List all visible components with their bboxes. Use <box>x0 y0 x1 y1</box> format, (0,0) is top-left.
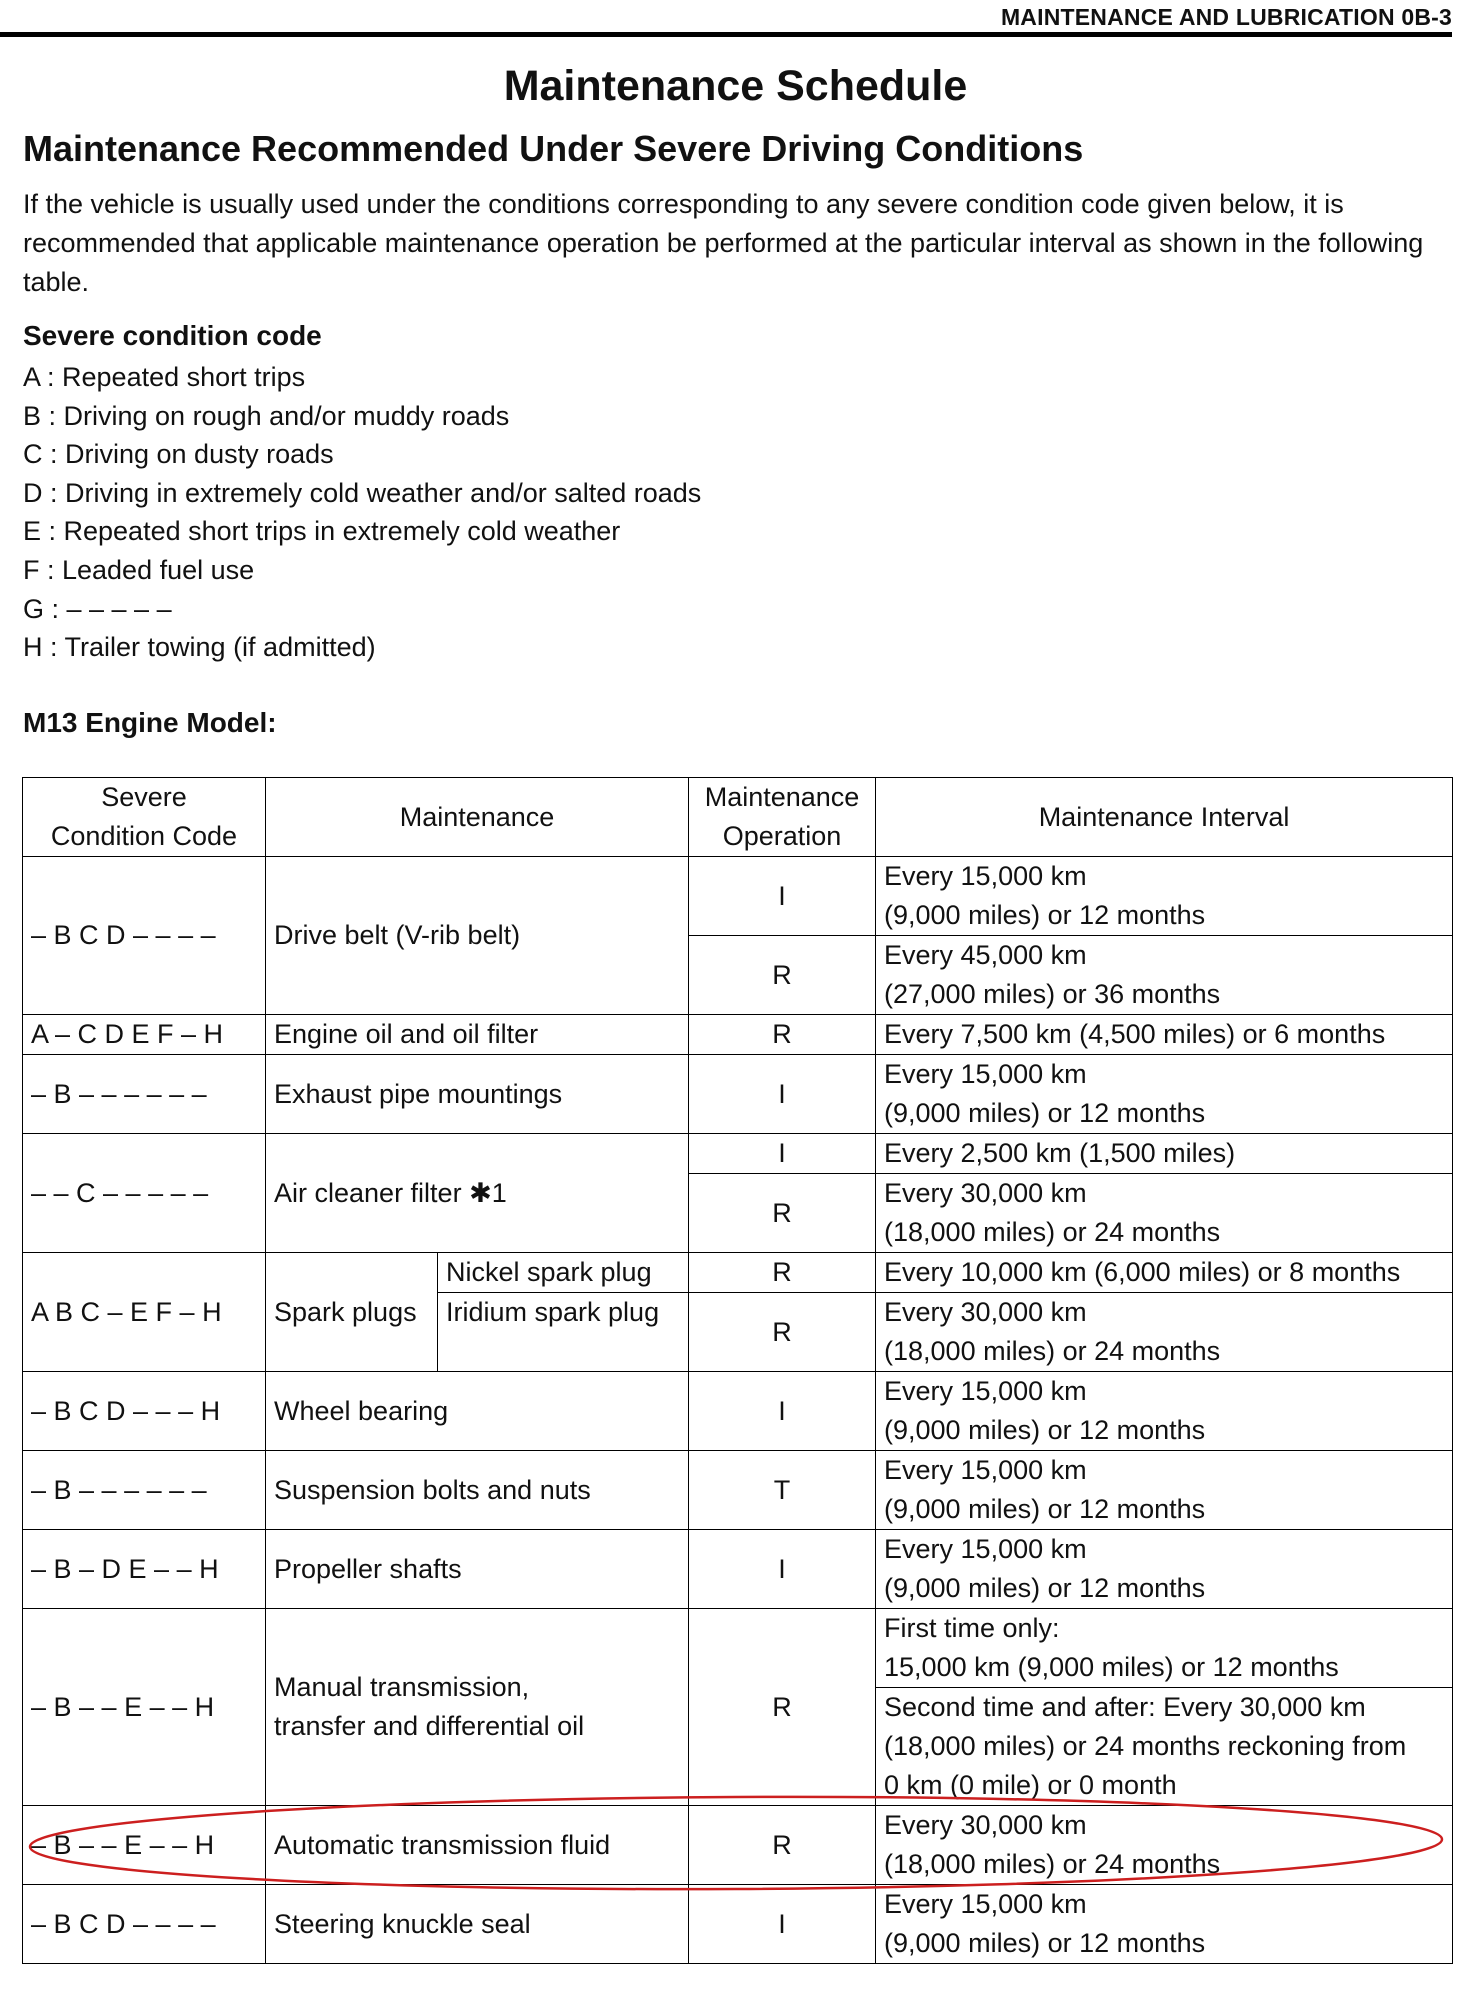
table-header-row <box>23 778 1453 857</box>
maintenance-cell: Suspension bolts and nuts <box>266 1451 689 1530</box>
interval-line: (18,000 miles) or 24 months <box>884 1849 1221 1879</box>
sub-maintenance-cell: Nickel spark plug <box>438 1253 689 1293</box>
interval-line: 0 km (0 mile) or 0 month <box>884 1770 1177 1800</box>
interval-cell <box>876 1174 1453 1253</box>
interval-line: (18,000 miles) or 24 months reckoning from <box>884 1731 1407 1761</box>
code-cell: – B – – E – – H <box>23 1806 266 1885</box>
header-op-line2: Operation <box>722 821 842 851</box>
operation-cell: I <box>689 1134 876 1174</box>
severe-code-f: F : Leaded fuel use <box>23 554 255 585</box>
maintenance-cell: Air cleaner filter ✱1 <box>266 1134 689 1253</box>
header-op-line1: Maintenance <box>704 782 860 812</box>
interval-line: Every 30,000 km <box>884 1297 1087 1327</box>
severe-code-b: B : Driving on rough and/or muddy roads <box>23 400 510 431</box>
interval-line: (9,000 miles) or 12 months <box>884 1494 1206 1524</box>
severe-code-e: E : Repeated short trips in extremely cold weather <box>23 516 621 547</box>
table-row <box>23 1609 1453 1688</box>
severe-code-a: A : Repeated short trips <box>23 362 306 392</box>
interval-line: Every 15,000 km <box>884 1889 1087 1919</box>
interval-line: Every 30,000 km <box>884 1810 1087 1840</box>
code-cell: – B C D – – – – <box>23 857 266 1015</box>
table-row <box>23 1451 1453 1530</box>
interval-cell <box>876 1530 1453 1609</box>
interval-cell <box>876 1293 1453 1372</box>
interval-line: Every 15,000 km <box>884 1534 1087 1564</box>
table-row-highlighted <box>23 1806 1453 1885</box>
interval-cell <box>876 1885 1453 1964</box>
maintenance-cell: Propeller shafts <box>266 1530 689 1609</box>
operation-cell: R <box>689 1806 876 1885</box>
operation-cell: T <box>689 1451 876 1530</box>
interval-line: (9,000 miles) or 12 months <box>884 900 1206 930</box>
interval-cell <box>876 1609 1453 1688</box>
interval-line: (9,000 miles) or 12 months <box>884 1573 1206 1603</box>
maintenance-cell: Engine oil and oil filter <box>266 1015 689 1055</box>
operation-cell: I <box>689 857 876 936</box>
table-row <box>23 1885 1453 1964</box>
interval-line: Every 45,000 km <box>884 940 1087 970</box>
operation-cell: R <box>689 1253 876 1293</box>
running-header: MAINTENANCE AND LUBRICATION 0B-3 <box>1000 4 1452 30</box>
interval-line: Every 15,000 km <box>884 1455 1087 1485</box>
operation-cell: I <box>689 1372 876 1451</box>
interval-line: Every 15,000 km <box>884 1059 1087 1089</box>
interval-cell: Every 7,500 km (4,500 miles) or 6 months <box>876 1015 1453 1055</box>
operation-cell: R <box>689 936 876 1015</box>
interval-cell <box>876 857 1453 936</box>
table-row <box>23 1253 1453 1293</box>
operation-cell: R <box>689 1293 876 1372</box>
interval-line: First time only: <box>884 1613 1060 1643</box>
code-cell: – B – D E – – H <box>23 1530 266 1609</box>
header-rule <box>0 32 1452 37</box>
severe-code-g: G : – – – – – <box>23 593 172 624</box>
maintenance-line: Manual transmission, <box>274 1672 530 1702</box>
interval-cell <box>876 1451 1453 1530</box>
table-row <box>23 857 1453 936</box>
maintenance-cell: Exhaust pipe mountings <box>266 1055 689 1134</box>
maintenance-table <box>22 777 1453 1964</box>
interval-line: Every 30,000 km <box>884 1178 1087 1208</box>
operation-cell: R <box>689 1609 876 1806</box>
severe-code-list <box>23 358 701 667</box>
severe-code-d: D : Driving in extremely cold weather and/or salted roads <box>23 477 702 508</box>
code-cell: – B – – – – – – <box>23 1451 266 1530</box>
code-cell: A B C – E F – H <box>23 1253 266 1372</box>
maintenance-cell: Wheel bearing <box>266 1372 689 1451</box>
interval-line: (9,000 miles) or 12 months <box>884 1415 1206 1445</box>
maintenance-cell: Steering knuckle seal <box>266 1885 689 1964</box>
severe-code-c: C : Driving on dusty roads <box>23 439 334 470</box>
interval-line: (9,000 miles) or 12 months <box>884 1098 1206 1128</box>
header-operation <box>689 778 876 857</box>
interval-line: (18,000 miles) or 24 months <box>884 1217 1221 1247</box>
header-code-line2: Condition Code <box>50 821 238 851</box>
page-title: Maintenance Schedule <box>503 62 968 110</box>
code-cell: – B – – – – – – <box>23 1055 266 1134</box>
operation-cell: I <box>689 1530 876 1609</box>
interval-line: Every 15,000 km <box>884 1376 1087 1406</box>
maintenance-cell: Automatic transmission fluid <box>266 1806 689 1885</box>
intro-paragraph: If the vehicle is usually used under the conditions corresponding to any severe condition code given below, it is recommended that applicable maintenance operation be performed at the particular interval as shown in the following table. <box>23 189 1424 297</box>
section-title: Maintenance Recommended Under Severe Driving Conditions <box>23 128 1084 169</box>
maintenance-cell: Drive belt (V-rib belt) <box>266 857 689 1015</box>
interval-cell <box>876 1688 1453 1806</box>
interval-line: (27,000 miles) or 36 months <box>884 979 1221 1009</box>
header-maintenance: Maintenance <box>266 778 689 857</box>
interval-line: (9,000 miles) or 12 months <box>884 1928 1206 1958</box>
header-interval: Maintenance Interval <box>876 778 1453 857</box>
code-cell: – – C – – – – – <box>23 1134 266 1253</box>
interval-line: Every 15,000 km <box>884 861 1087 891</box>
table-row <box>23 1134 1453 1174</box>
engine-model-title: M13 Engine Model: <box>23 707 277 738</box>
header-code <box>23 778 266 857</box>
sub-maintenance-cell: Iridium spark plug <box>438 1293 689 1372</box>
interval-cell <box>876 1806 1453 1885</box>
operation-cell: I <box>689 1055 876 1134</box>
code-cell: – B – – E – – H <box>23 1609 266 1806</box>
operation-cell: R <box>689 1174 876 1253</box>
table-row <box>23 1530 1453 1609</box>
operation-cell: R <box>689 1015 876 1055</box>
interval-line: Second time and after: Every 30,000 km <box>884 1692 1366 1722</box>
severe-code-h: H : Trailer towing (if admitted) <box>23 632 376 663</box>
code-cell: – B C D – – – H <box>23 1372 266 1451</box>
code-cell: A – C D E F – H <box>23 1015 266 1055</box>
operation-cell: I <box>689 1885 876 1964</box>
table-row <box>23 1015 1453 1055</box>
interval-line: (18,000 miles) or 24 months <box>884 1336 1221 1366</box>
header-code-line1: Severe <box>101 782 187 812</box>
maintenance-line: transfer and differential oil <box>274 1711 585 1741</box>
severe-code-heading: Severe condition code <box>23 320 322 351</box>
interval-cell <box>876 936 1453 1015</box>
interval-cell: Every 2,500 km (1,500 miles) <box>876 1134 1453 1174</box>
table-row <box>23 1055 1453 1134</box>
maintenance-cell <box>266 1609 689 1806</box>
interval-cell <box>876 1372 1453 1451</box>
maintenance-cell: Spark plugs <box>266 1253 438 1372</box>
code-cell: – B C D – – – – <box>23 1885 266 1964</box>
interval-cell: Every 10,000 km (6,000 miles) or 8 months <box>876 1253 1453 1293</box>
interval-cell <box>876 1055 1453 1134</box>
interval-line: 15,000 km (9,000 miles) or 12 months <box>884 1652 1339 1682</box>
table-row <box>23 1372 1453 1451</box>
